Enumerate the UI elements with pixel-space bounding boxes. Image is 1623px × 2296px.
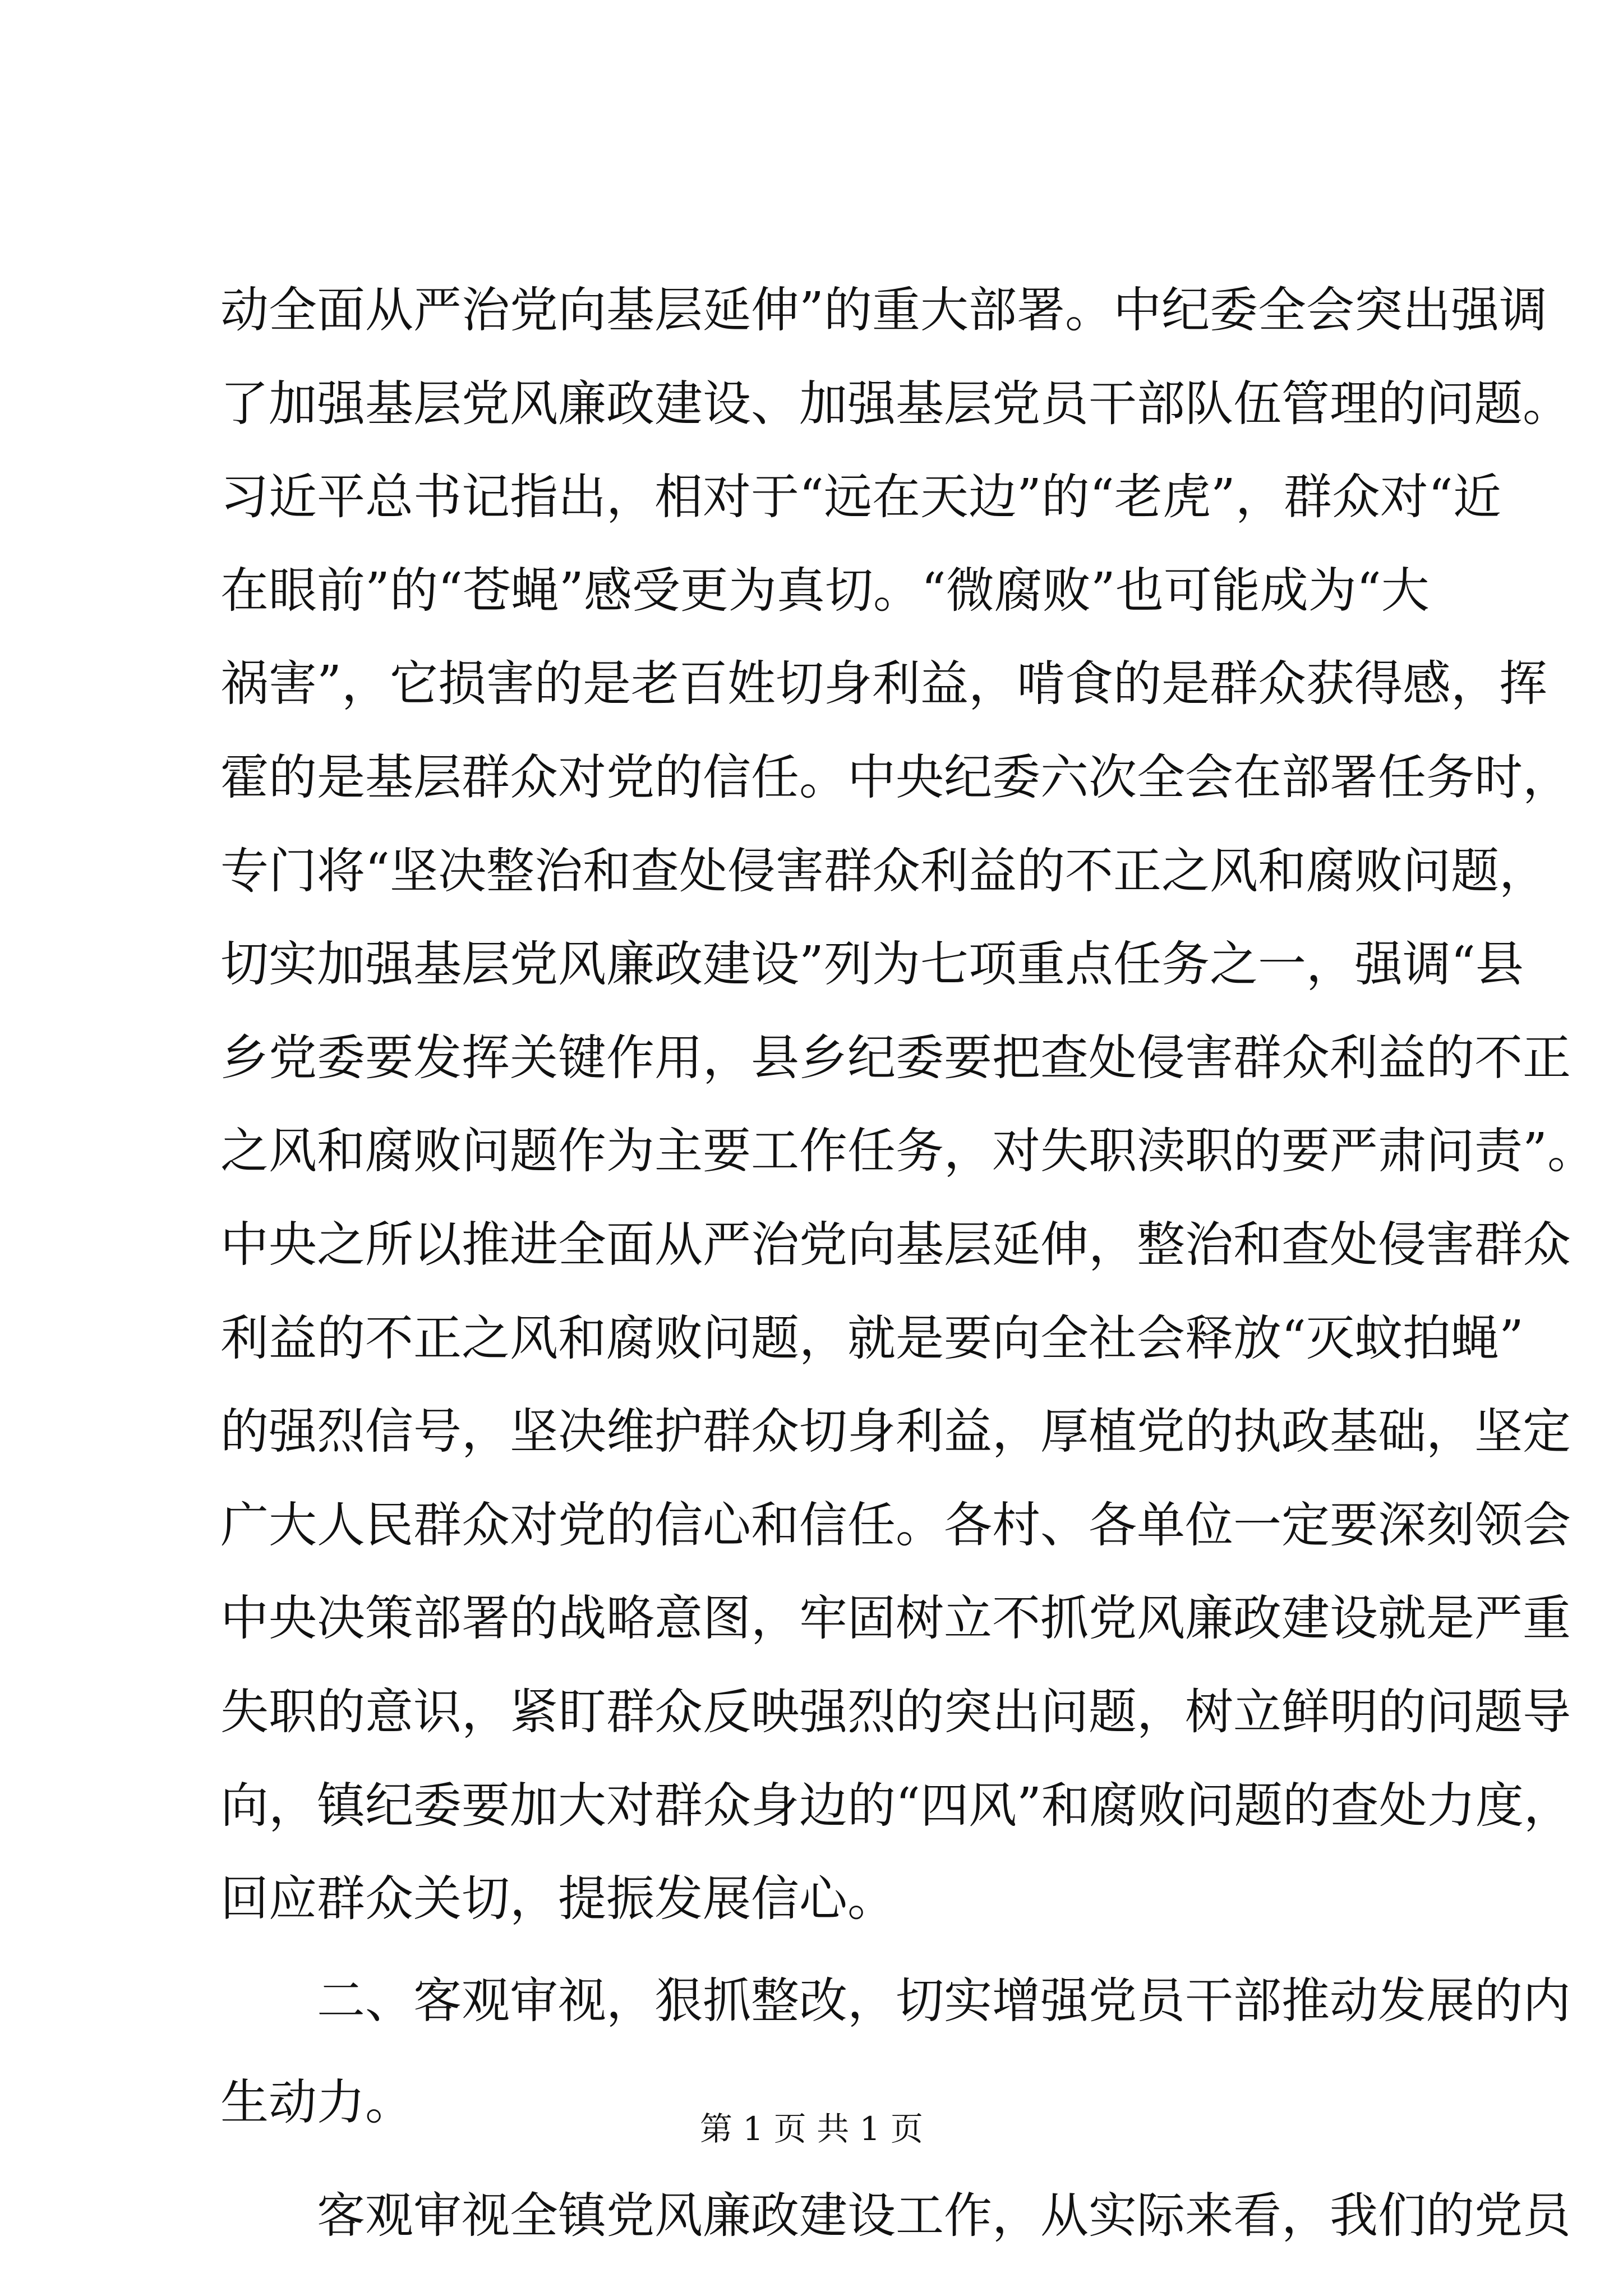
document-body	[220, 264, 1596, 2263]
body-line: 习近平总书记指出，相对于“远在天边”的“老虎”，群众对“近	[220, 469, 1501, 526]
body-line: 利益的不正之风和腐败问题，就是要向全社会释放“灭蚊拍蝇”	[220, 1310, 1524, 1366]
paragraph-start-line: 客观审视全镇党风廉政建设工作，从实际来看，我们的党员	[317, 2188, 1571, 2244]
section-heading-line: 生动力。	[220, 2074, 413, 2131]
body-line: 在眼前”的“苍蝇”感受更为真切。“微腐败”也可能成为“大	[220, 562, 1430, 619]
body-line: 中央之所以推进全面从严治党向基层延伸，整治和查处侵害群众	[220, 1216, 1571, 1273]
body-line: 霍的是基层群众对党的信任。中央纪委六次全会在部署任务时，	[220, 749, 1571, 806]
body-line: 广大人民群众对党的信心和信任。各村、各单位一定要深刻领会	[220, 1497, 1571, 1553]
section-heading-line: 二、客观审视，狠抓整改，切实增强党员干部推动发展的内	[317, 1972, 1571, 2029]
body-line: 动全面从严治党向基层延伸”的重大部署。中纪委全会突出强调	[220, 282, 1547, 338]
body-line: 乡党委要发挥关键作用，县乡纪委要把查处侵害群众利益的不正	[220, 1029, 1571, 1086]
page-footer: 第 1 页 共 1 页	[700, 2110, 923, 2148]
body-line: 失职的意识，紧盯群众反映强烈的突出问题，树立鲜明的问题导	[220, 1683, 1571, 1740]
body-line: 的强烈信号，坚决维护群众切身利益，厚植党的执政基础，坚定	[220, 1404, 1571, 1460]
body-line: 向，镇纪委要加大对群众身边的“四风”和腐败问题的查处力度，	[220, 1777, 1572, 1834]
body-line: 中央决策部署的战略意图，牢固树立不抓党风廉政建设就是严重	[220, 1590, 1571, 1647]
body-line: 专门将“坚决整治和查处侵害群众利益的不正之风和腐败问题，	[220, 843, 1547, 899]
body-line: 切实加强基层党风廉政建设”列为七项重点任务之一，强调“县	[220, 936, 1524, 993]
body-line: 祸害”，它损害的是老百姓切身利益，啃食的是群众获得感，挥	[220, 656, 1547, 712]
body-line: 之风和腐败问题作为主要工作任务，对失职渎职的要严肃问责”。	[220, 1123, 1596, 1180]
body-line: 了加强基层党风廉政建设、加强基层党员干部队伍管理的问题。	[220, 375, 1571, 432]
body-line: 回应群众关切，提振发展信心。	[220, 1871, 896, 1927]
